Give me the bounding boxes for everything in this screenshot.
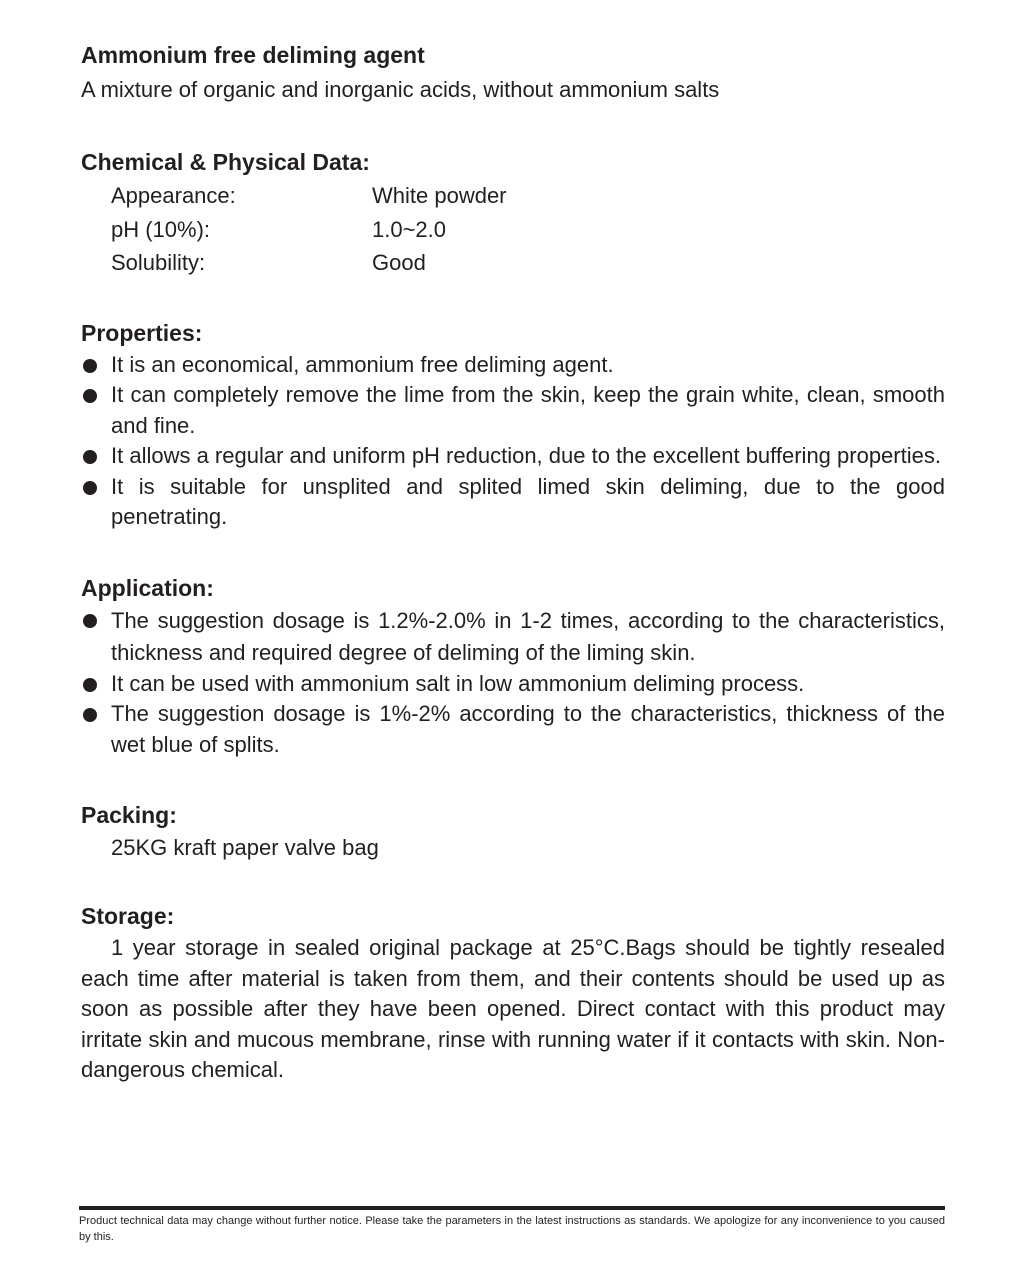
data-label: pH (10%):: [111, 216, 211, 242]
storage-heading: Storage:: [81, 903, 175, 929]
storage-section: [81, 899, 945, 1086]
list-item-text: The suggestion dosage is 1.2%-2.0% in 1-2 times, according to the characteristics, thickness and required degree of deliming of the liming skin.: [111, 607, 945, 665]
list-item-text: The suggestion dosage is 1%-2% according to the characteristics, thickness of the wet blue of splits.: [111, 701, 945, 757]
list-item: [81, 669, 945, 700]
data-row-solubility: [111, 246, 945, 280]
bullet-icon: [83, 389, 97, 403]
list-item-text: It can completely remove the lime from the skin, keep the grain white, clean, smooth and fine.: [111, 382, 945, 438]
application-list: [81, 605, 945, 761]
list-item: [81, 441, 945, 472]
packing-heading: Packing:: [81, 802, 177, 828]
chem-phys-heading: Chemical & Physical Data:: [81, 149, 370, 175]
list-item: [81, 472, 945, 533]
footer-divider: [79, 1206, 945, 1210]
data-value: 1.0~2.0: [372, 216, 447, 242]
packing-text: 25KG kraft paper valve bag: [111, 835, 379, 860]
list-item-text: It is an economical, ammonium free deliming agent.: [111, 351, 614, 377]
document-body: [81, 38, 945, 1086]
data-row-ph: [111, 213, 945, 247]
data-row-appearance: [111, 179, 945, 213]
bullet-icon: [83, 708, 97, 722]
list-item: [81, 350, 945, 381]
properties-section: [81, 316, 945, 533]
list-item-text: It can be used with ammonium salt in low ammonium deliming process.: [111, 670, 805, 696]
footer-note: Product technical data may change without further notice. Please take the parameters in the latest instructions as standards. We apologize for any inconvenience to you caused by this.: [79, 1215, 945, 1243]
product-subtitle: A mixture of organic and inorganic acids, without ammonium salts: [81, 77, 720, 102]
packing-section: [81, 798, 945, 863]
data-label: Appearance:: [111, 183, 236, 208]
application-section: [81, 571, 945, 761]
properties-heading: Properties:: [81, 319, 203, 346]
data-value: Good: [372, 250, 426, 275]
chem-phys-table: [111, 179, 945, 280]
storage-text: 1 year storage in sealed original package at 25°C.Bags should be tightly resealed each time after material is taken from them, and their contents should be used up as soon as possible after they have been opened. Direct contact with this product may irritate skin and mucous membrane, rinse with running water if it contacts with skin. Non-dangerous chemical.: [81, 935, 945, 1082]
bullet-icon: [83, 359, 97, 373]
bullet-icon: [83, 678, 97, 692]
product-header: [81, 38, 945, 105]
bullet-icon: [83, 481, 97, 495]
product-title: Ammonium free deliming agent: [81, 42, 425, 68]
data-value: White powder: [372, 183, 507, 208]
list-item: [81, 605, 945, 669]
chem-phys-section: [81, 145, 945, 280]
list-item-text: It allows a regular and uniform pH reduction, due to the excellent buffering properties.: [111, 443, 941, 468]
bullet-icon: [83, 614, 97, 628]
application-heading: Application:: [81, 574, 214, 601]
properties-list: [81, 350, 945, 533]
list-item: [81, 699, 945, 760]
bullet-icon: [83, 450, 97, 464]
list-item: [81, 380, 945, 441]
data-label: Solubility:: [111, 250, 206, 275]
list-item-text: It is suitable for unsplited and splited limed skin deliming, due to the good penetrating.: [111, 473, 945, 529]
